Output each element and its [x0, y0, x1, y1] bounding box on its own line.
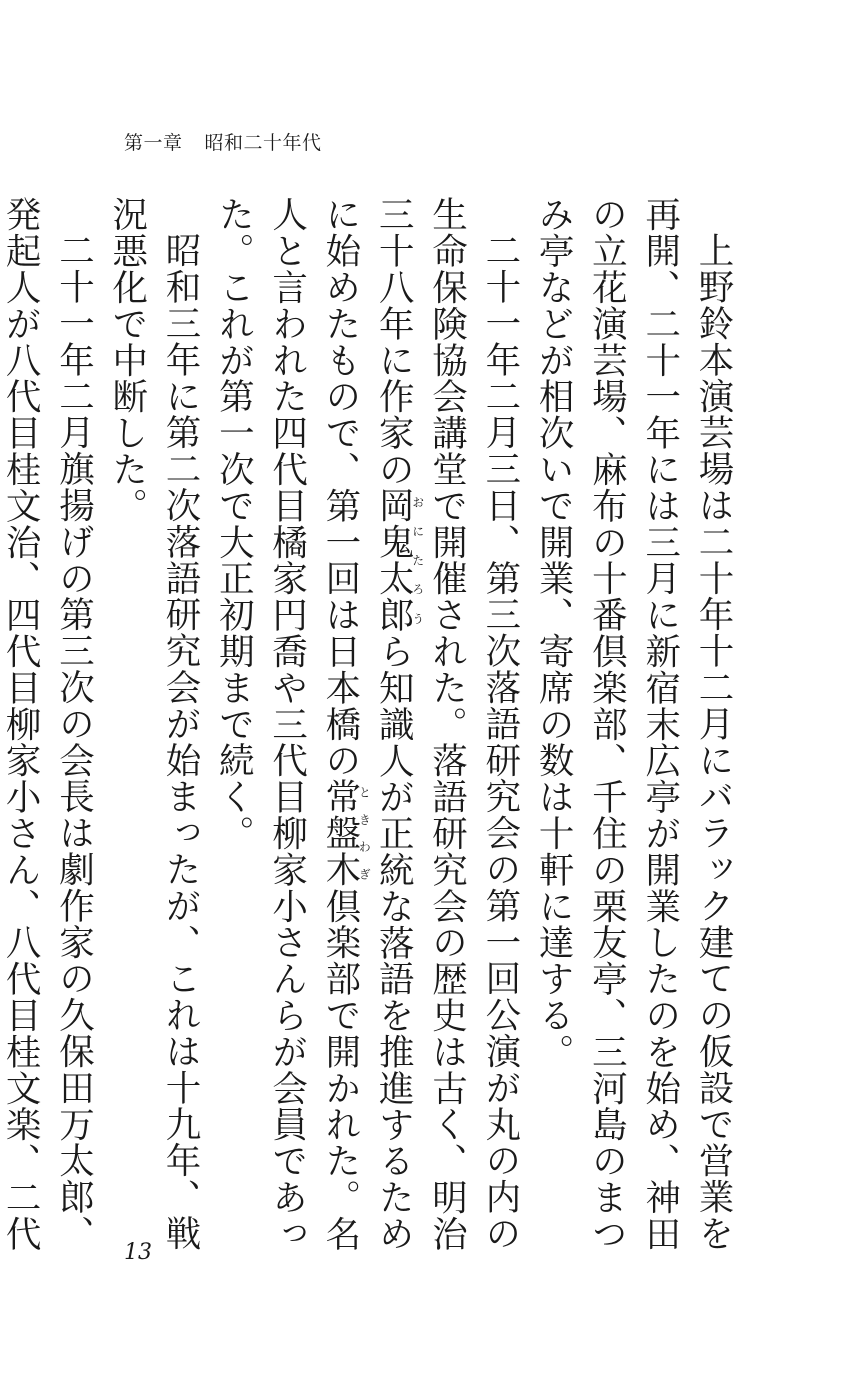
ruby-reading: おにたろう	[410, 487, 425, 633]
paragraph-2	[207, 196, 527, 1256]
paragraph-2-part-1: 二十一年二月三日、第三次落語研究会の第一回公演が丸の内の生命保険協会講堂で開催された。落語研究会の歴史は古く、明治三十八年に作家の	[373, 196, 521, 1252]
body-text	[0, 196, 740, 1256]
paragraph-1: 上野鈴本演芸場は二十年十二月にバラック建ての仮設で営業を再開、二十一年には三月に新宿末広亭が開業したのを始め、神田の立花演芸場、麻布の十番倶楽部、千住の栗友亭、三河島のまつみ亭などが相次いで開業、寄席の数は十軒に達する。	[533, 196, 734, 1252]
ruby-okioni-taro: 岡鬼太郎おにたろう	[373, 487, 425, 633]
running-head	[124, 128, 322, 155]
paragraph-3: 昭和三年に第二次落語研究会が始まったが、これは十九年、戦況悪化で中断した。	[106, 196, 202, 1251]
paragraph-2-part-2: ら知識人が正統な落語を推進するために始めたもので、第一回は日本橋の	[319, 196, 415, 1252]
page-number: 13	[124, 1240, 152, 1265]
section-title: 昭和二十年代	[204, 132, 322, 154]
ruby-tokiwagi: 常盤木ときわぎ	[319, 778, 372, 888]
paragraph-4-part-1: 二十一年二月旗揚げの第三次の会長は劇作家の久保田万太郎、発起人が八代目桂文治、四代目柳家小さん、八代目桂文楽、二代	[0, 196, 95, 1252]
chapter-label: 第一章	[124, 132, 183, 154]
paragraph-4	[0, 196, 100, 1256]
paragraph-2-part-3: 倶楽部で開かれた。名人と言われた四代目橘家円喬や三代目柳家小さんらが会員であった。これが第一次で大正初期まで続く。	[213, 196, 361, 1252]
ruby-reading: ときわぎ	[357, 778, 372, 888]
